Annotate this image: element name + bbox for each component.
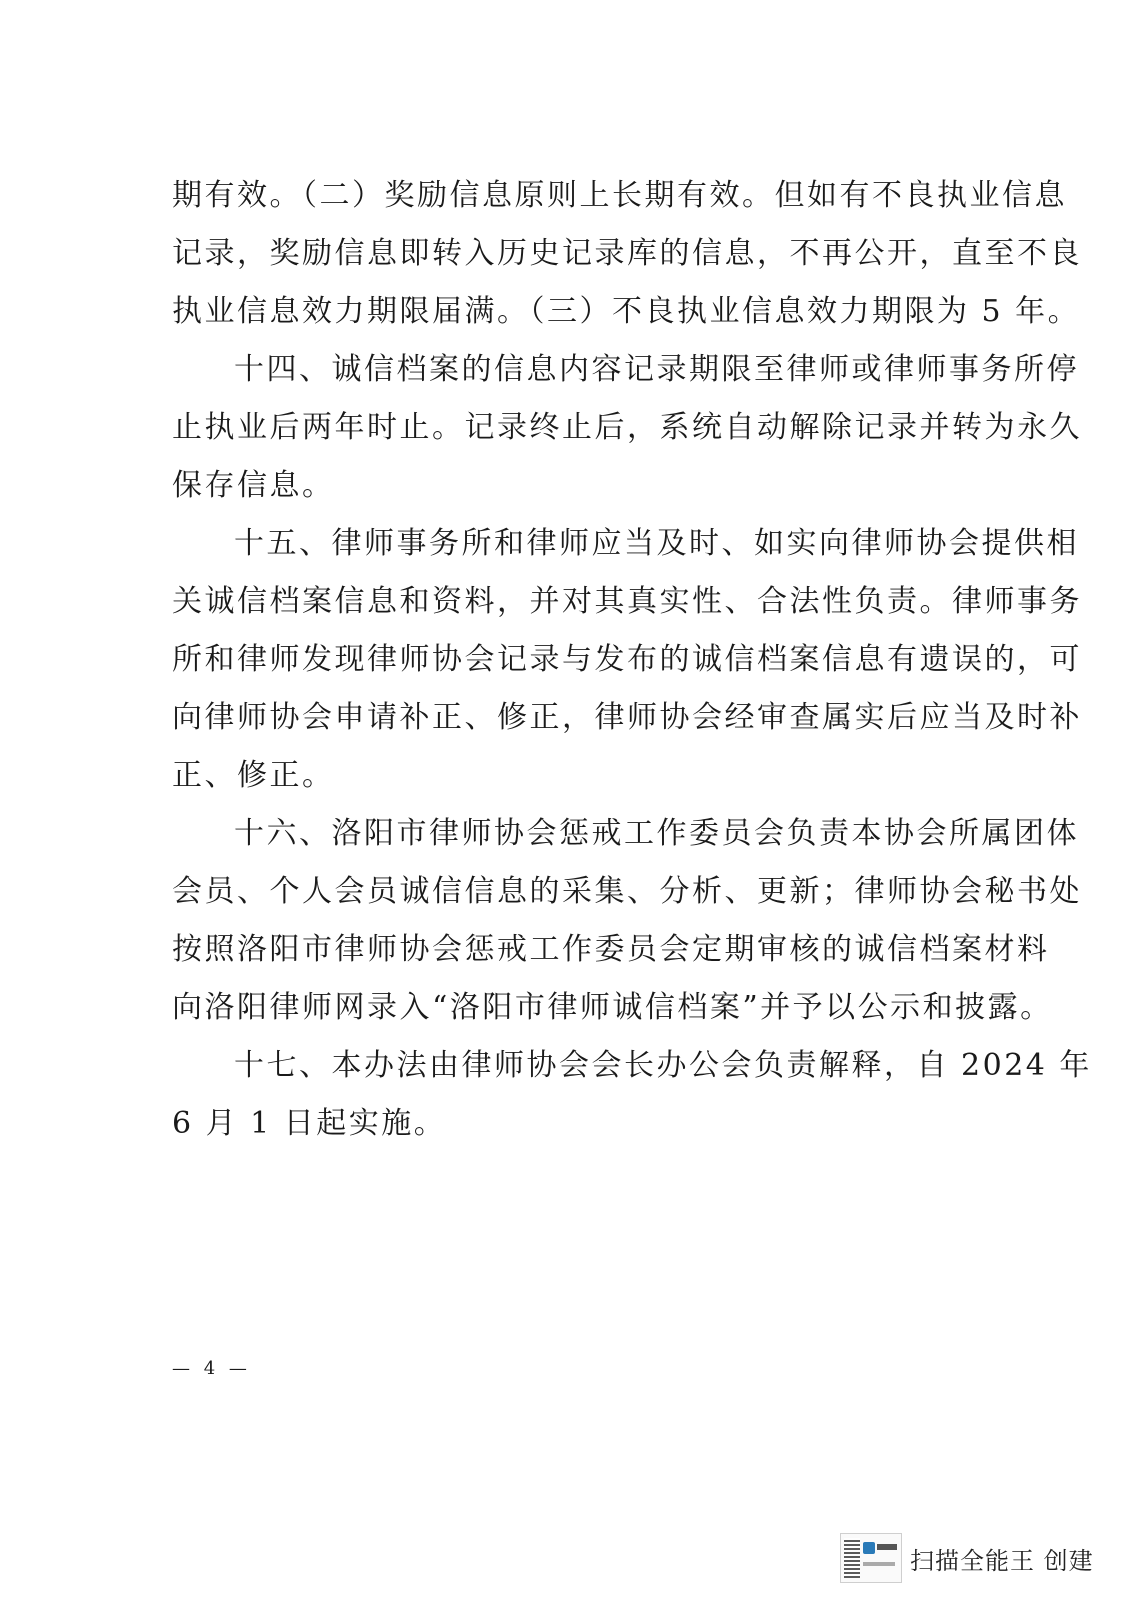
body-text-line: 关诚信档案信息和资料，并对其真实性、合法性负责。律师事务 xyxy=(172,584,1082,619)
body-text-line: 十四、诚信档案的信息内容记录期限至律师或律师事务所停 xyxy=(234,352,1079,387)
page-number: — 4 — xyxy=(172,1358,251,1379)
scanner-watermark xyxy=(840,1532,1094,1584)
body-text-line: 向洛阳律师网录入“洛阳市律师诚信档案”并予以公示和披露。 xyxy=(172,990,1053,1025)
watermark-label: 扫描全能王 创建 xyxy=(910,1546,1094,1575)
document-body xyxy=(172,176,1092,1162)
body-text-line: 保存信息。 xyxy=(172,468,335,503)
body-text-line: 十六、洛阳市律师协会惩戒工作委员会负责本协会所属团体 xyxy=(234,816,1079,851)
body-text-line: 按照洛阳市律师协会惩戒工作委员会定期审核的诚信档案材料 xyxy=(172,932,1050,967)
body-text-line: 执业信息效力期限届满。（三）不良执业信息效力期限为 5 年。 xyxy=(172,294,1081,329)
camscanner-qr-logo-icon xyxy=(840,1533,902,1583)
body-text-line: 十五、律师事务所和律师应当及时、如实向律师协会提供相 xyxy=(234,526,1079,561)
body-text-line: 会员、个人会员诚信信息的采集、分析、更新；律师协会秘书处 xyxy=(172,874,1082,909)
body-text-line: 正、修正。 xyxy=(172,758,335,793)
body-text-line: 6 月 1 日起实施。 xyxy=(172,1106,447,1141)
body-text-line: 向律师协会申请补正、修正，律师协会经审查属实后应当及时补 xyxy=(172,700,1082,735)
body-text-line: 止执业后两年时止。记录终止后，系统自动解除记录并转为永久 xyxy=(172,410,1082,445)
body-text-line: 期有效。（二）奖励信息原则上长期有效。但如有不良执业信息 xyxy=(172,178,1067,213)
body-text-line: 十七、本办法由律师协会会长办公会负责解释，自 2024 年 xyxy=(234,1048,1092,1083)
body-text-line: 所和律师发现律师协会记录与发布的诚信档案信息有遗误的，可 xyxy=(172,642,1082,677)
body-text-line: 记录，奖励信息即转入历史记录库的信息，不再公开，直至不良 xyxy=(172,236,1082,271)
